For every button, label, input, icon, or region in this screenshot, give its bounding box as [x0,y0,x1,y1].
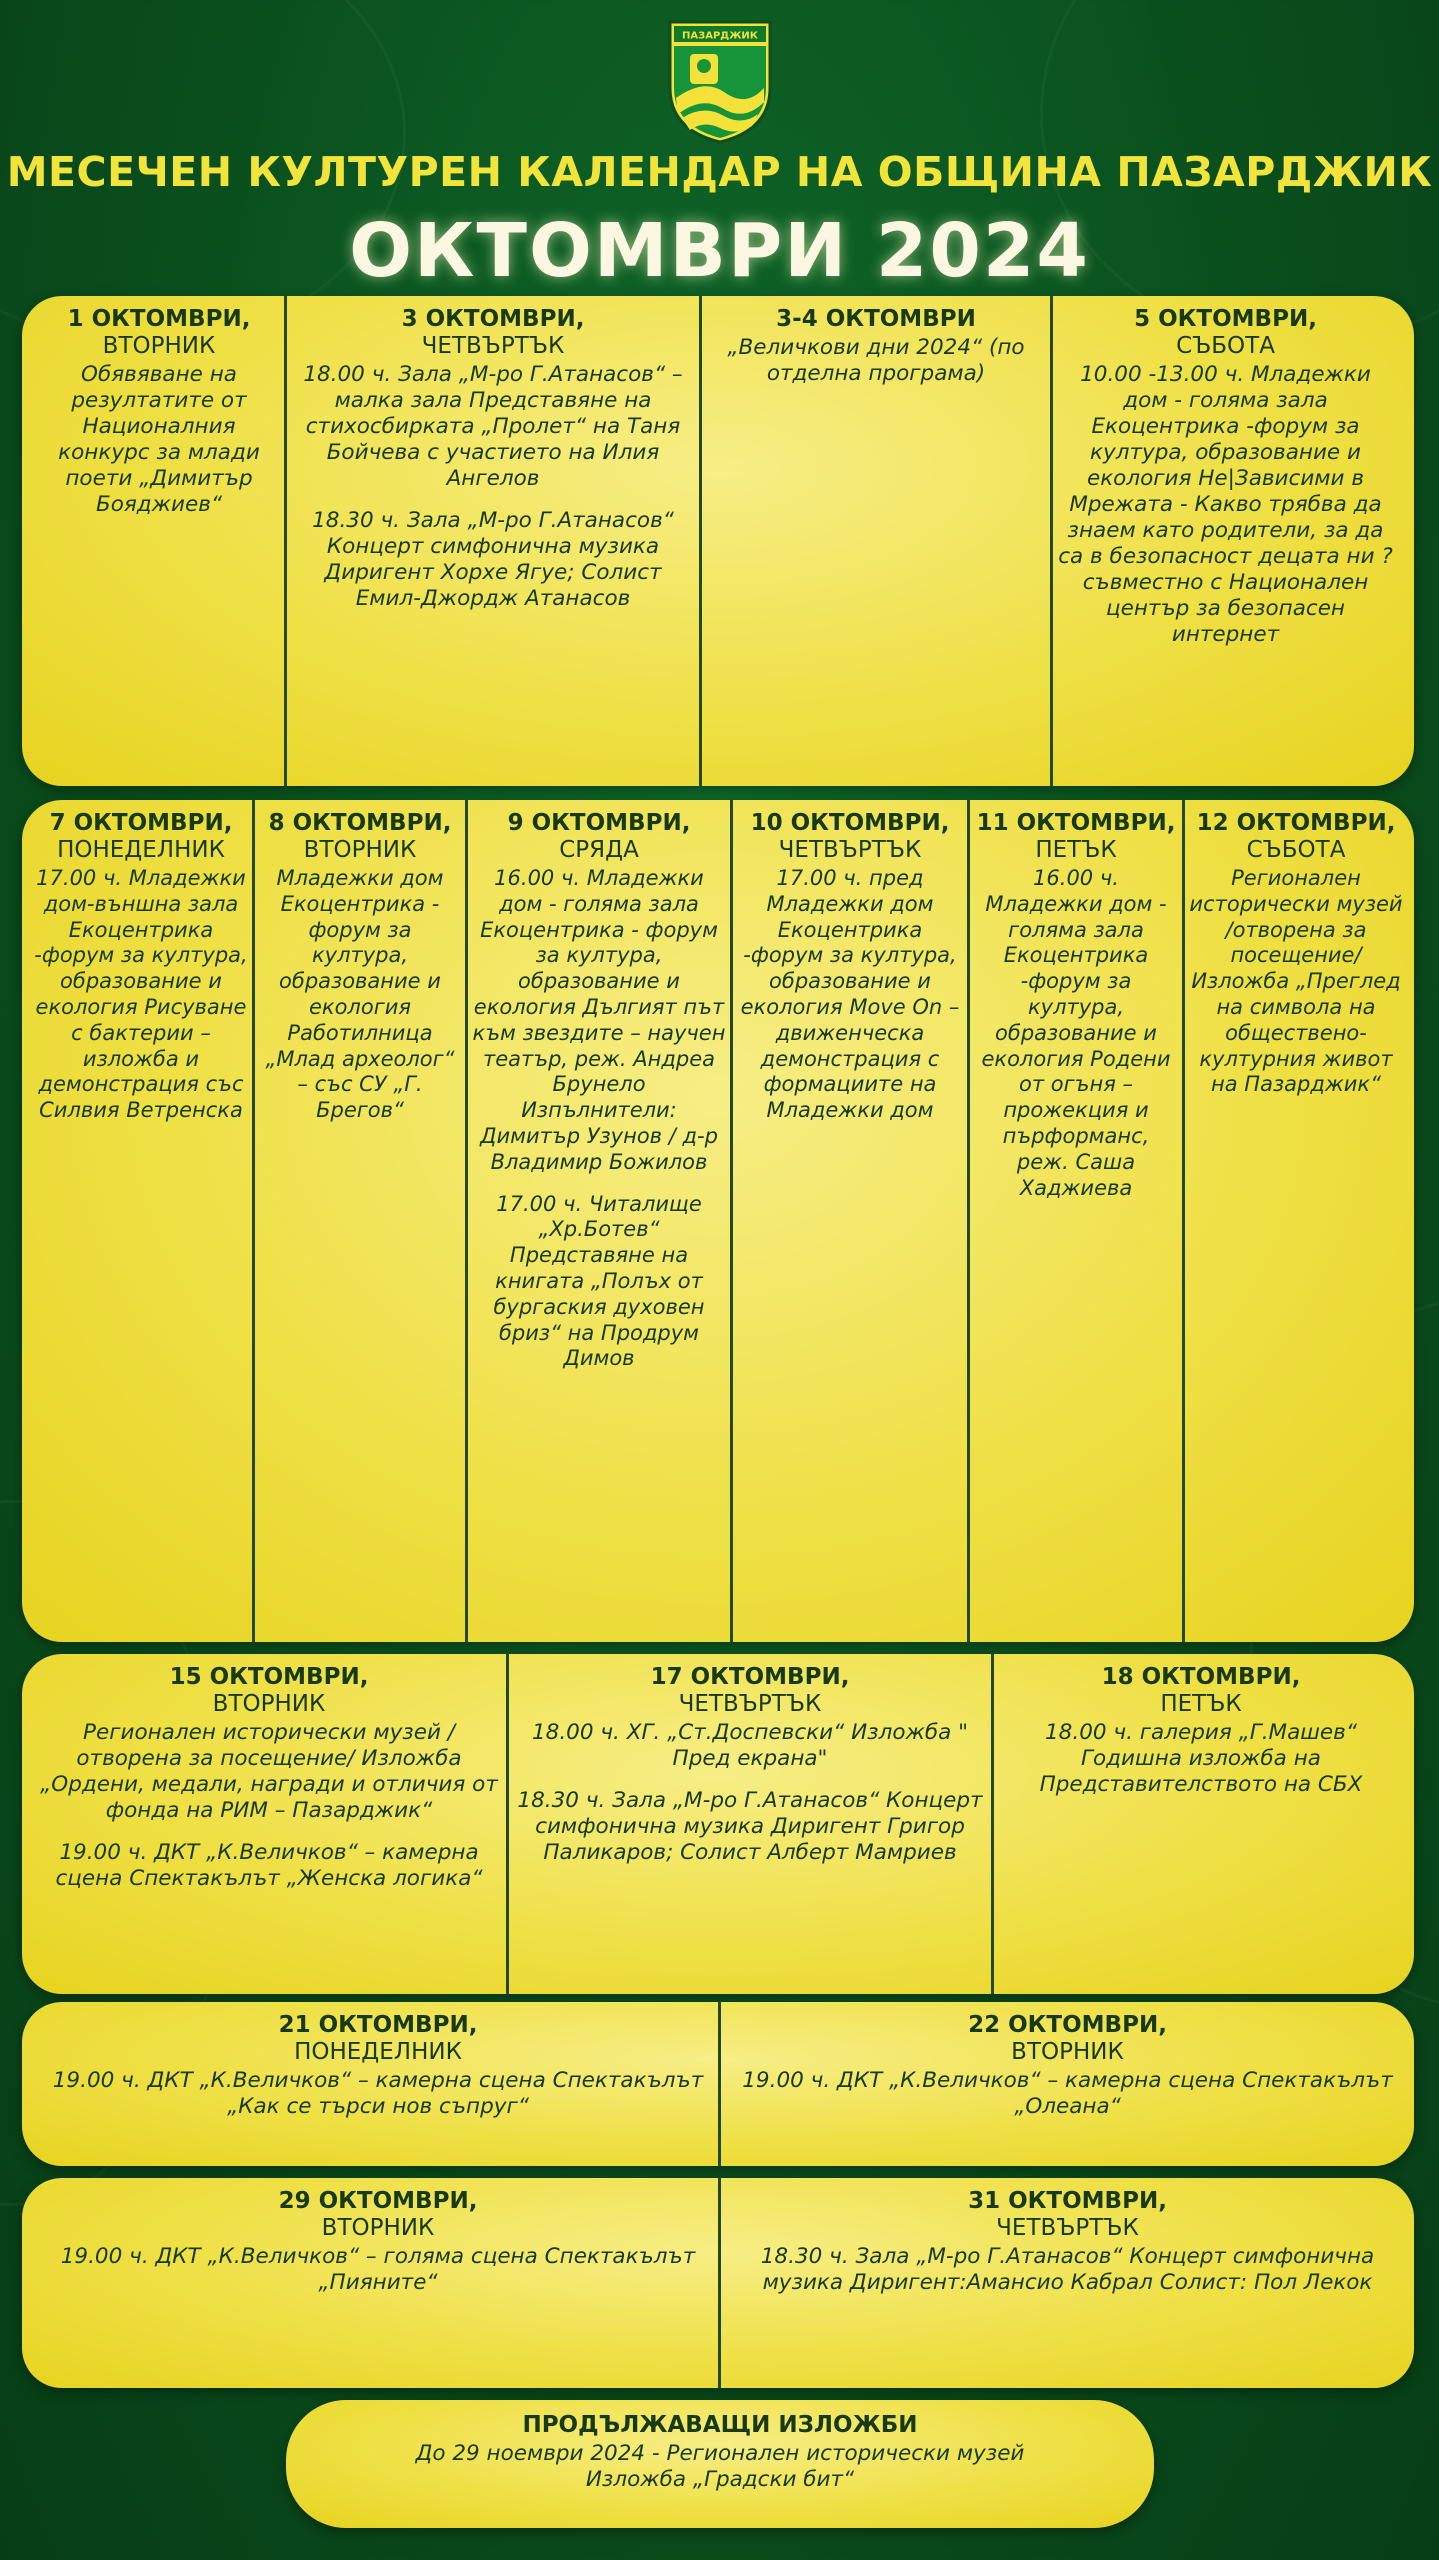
event-text: 18.00 ч. Зала „М-ро Г.Атанасов“ – малка зала Представяне на стихосбирката „Пролет“ на Таня Бойчева с участието на Илия Ангелов [303,362,683,491]
day-date: 3 ОКТОМВРИ, [401,306,585,332]
day-date: 18 ОКТОМВРИ, [1101,1664,1301,1690]
day-cell [22,2178,718,2388]
day-date: 5 ОКТОМВРИ, [1134,306,1317,332]
day-cell [733,800,967,1642]
calendar-title: МЕСЕЧЕН КУЛТУРЕН КАЛЕНДАР НА ОБЩИНА ПАЗАРДЖИК [6,148,1433,196]
day-cell [22,296,284,786]
event-text: 17.00 ч. Читалище „Хр.Ботев“ Представяне на книгата „Полъх от бургаския духовен бриз“ на Продрум Димов [493,1191,705,1371]
event-text: 17.00 ч. пред Младежки дом Екоцентрика -форум за култура, образование и екология Move On – движенческа демонстрация с формациите на Младежки дом [740,866,960,1123]
day-weekday: ЧЕТВЪРТЪК [421,333,565,359]
day-weekday: ВТОРНИК [321,2215,435,2241]
day-weekday: ВТОРНИК [303,837,417,863]
crest-text: ПАЗАРДЖИК [682,30,758,42]
event-text: 16.00 ч. Младежки дом - голяма зала Екоцентрика -форум за култура, образование и екология Родени от огъня – прожекция и пърформанс, реж. Саша Хаджиева [981,866,1171,1200]
day-cell [702,296,1050,786]
week-panel-1 [22,296,1414,786]
day-weekday: ЧЕТВЪРТЪК [778,837,922,863]
day-cell [255,800,465,1642]
day-weekday: ЧЕТВЪРТЪК [996,2215,1139,2241]
day-date: 11 ОКТОМВРИ, [976,810,1176,836]
day-cell [287,296,699,786]
day-weekday: ПОНЕДЕЛНИК [294,2039,462,2065]
event-text: Младежки дом Екоцентрика - форум за култура, образование и екология Работилница „Млад археолог“ – със СУ „Г. Брегов“ [265,866,455,1123]
event-text: 18.00 ч. ХГ. „Ст.Доспевски“ Изложба " Пред екрана" [531,1720,969,1771]
event-text: До 29 ноември 2024 - Регионален исторически музей Изложба „Градски бит“ [415,2441,1025,2492]
day-weekday: СЪБОТА [1246,837,1346,863]
event-text: 19.00 ч. ДКТ „К.Величков“ – камерна сцена Спектакълът „Как се търси нов съпруг“ [52,2068,704,2119]
day-date: 21 ОКТОМВРИ, [278,2012,478,2038]
day-cell [509,1654,991,1994]
week-panel-2 [22,800,1414,1642]
event-text: 18.30 ч. Зала „М-ро Г.Атанасов“ Концерт симфонична музика Диригент Григор Паликаров; Солист Алберт Мамриев [517,1788,983,1865]
event-text: 18.30 ч. Зала „М-ро Г.Атанасов“ Концерт симфонична музика Диригент:Амансио Кабрал Солист: Пол Лекок [760,2244,1375,2295]
day-weekday: СЪБОТА [1176,333,1275,359]
ongoing-exhibitions-panel [286,2400,1154,2528]
day-cell [1053,296,1398,786]
municipality-crest-icon [664,18,776,146]
day-weekday: ПОНЕДЕЛНИК [57,837,225,863]
day-weekday: СРЯДА [559,837,639,863]
day-date: 12 ОКТОМВРИ, [1196,810,1396,836]
day-date: 3-4 ОКТОМВРИ [776,306,976,332]
day-cell [721,2178,1414,2388]
day-cell [22,800,252,1642]
event-text: 16.00 ч. Младежки дом - голяма зала Екоцентрика - форум за култура, образование и екология Дългият път към звездите – научен театър, реж. Андреа Брунело Изпълнители: Димитър Узунов / д-р Владимир Божилов [472,866,726,1174]
day-date: 31 ОКТОМВРИ, [968,2188,1167,2214]
day-cell [994,1654,1408,1994]
event-text: 18.30 ч. Зала „М-ро Г.Атанасов“ Концерт симфонична музика Диригент Хорхе Ягуе; Солист Емил-Джордж Атанасов [312,508,674,611]
day-date: 1 ОКТОМВРИ, [67,306,251,332]
day-date: 8 ОКТОМВРИ, [268,810,452,836]
day-weekday: ПЕТЪК [1160,1691,1242,1717]
day-weekday: ПЕТЪК [1035,837,1117,863]
day-weekday: ЧЕТВЪРТЪК [678,1691,822,1717]
week-panel-5 [22,2178,1414,2388]
event-text: 19.00 ч. ДКТ „К.Величков“ – камерна сцена Спектакълът „Олеана“ [742,2068,1393,2119]
day-date: 9 ОКТОМВРИ, [507,810,691,836]
day-cell [970,800,1182,1642]
day-cell [22,2002,718,2166]
week-panel-3 [22,1654,1414,1994]
day-date: 10 ОКТОМВРИ, [750,810,950,836]
event-text: 18.00 ч. галерия „Г.Машев“ Годишна изложба на Представителството на СБХ [1039,1720,1363,1797]
event-text: Регионален исторически музей /отворена за посещение/ Изложба „Преглед на символа на обществено-културния живот на Пазарджик“ [1189,866,1403,1097]
day-date: 22 ОКТОМВРИ, [968,2012,1167,2038]
day-weekday: ВТОРНИК [212,1691,326,1717]
week-panel-4 [22,2002,1414,2166]
day-date: 29 ОКТОМВРИ, [278,2188,478,2214]
ongoing-title: ПРОДЪЛЖАВАЩИ ИЗЛОЖБИ [522,2412,918,2438]
event-text: 19.00 ч. ДКТ „К.Величков“ – голяма сцена Спектакълът „Пияните“ [60,2244,696,2295]
day-cell [721,2002,1414,2166]
event-text: 10.00 -13.00 ч. Младежки дом - голяма зала Екоцентрика -форум за култура, образование и екология Не|Зависими в Мрежата - Какво трябва да знаем като родители, за да са в безопасност децата ни ? съвместно с Национален център за безопасен интернет [1058,362,1393,647]
event-text: Обявяване на резултатите от Националния конкурс за млади поети „Димитър Бояджиев“ [58,362,260,517]
event-text: 17.00 ч. Младежки дом-външна зала Екоцентрика -форум за култура, образование и екология Рисуване с бактерии – изложба и демонстрация със Силвия Ветренска [34,866,248,1123]
day-date: 15 ОКТОМВРИ, [169,1664,369,1690]
month-title: ОКТОМВРИ 2024 [349,208,1090,294]
day-cell [468,800,730,1642]
day-cell [1185,800,1407,1642]
event-text: Регионален исторически музей /отворена за посещение/ Изложба „Ордени, медали, награди и отличия от фонда на РИМ – Пазарджик“ [40,1720,498,1823]
event-text: 19.00 ч. ДКТ „К.Величков“ – камерна сцена Спектакълът „Женска логика“ [55,1840,483,1891]
day-weekday: ВТОРНИК [1011,2039,1124,2065]
day-weekday: ВТОРНИК [102,333,216,359]
ongoing-cell [286,2400,1154,2528]
day-date: 17 ОКТОМВРИ, [650,1664,850,1690]
event-text: „Величкови дни 2024“ (по отделна програма) [727,335,1025,386]
day-cell [22,1654,506,1994]
day-date: 7 ОКТОМВРИ, [49,810,233,836]
